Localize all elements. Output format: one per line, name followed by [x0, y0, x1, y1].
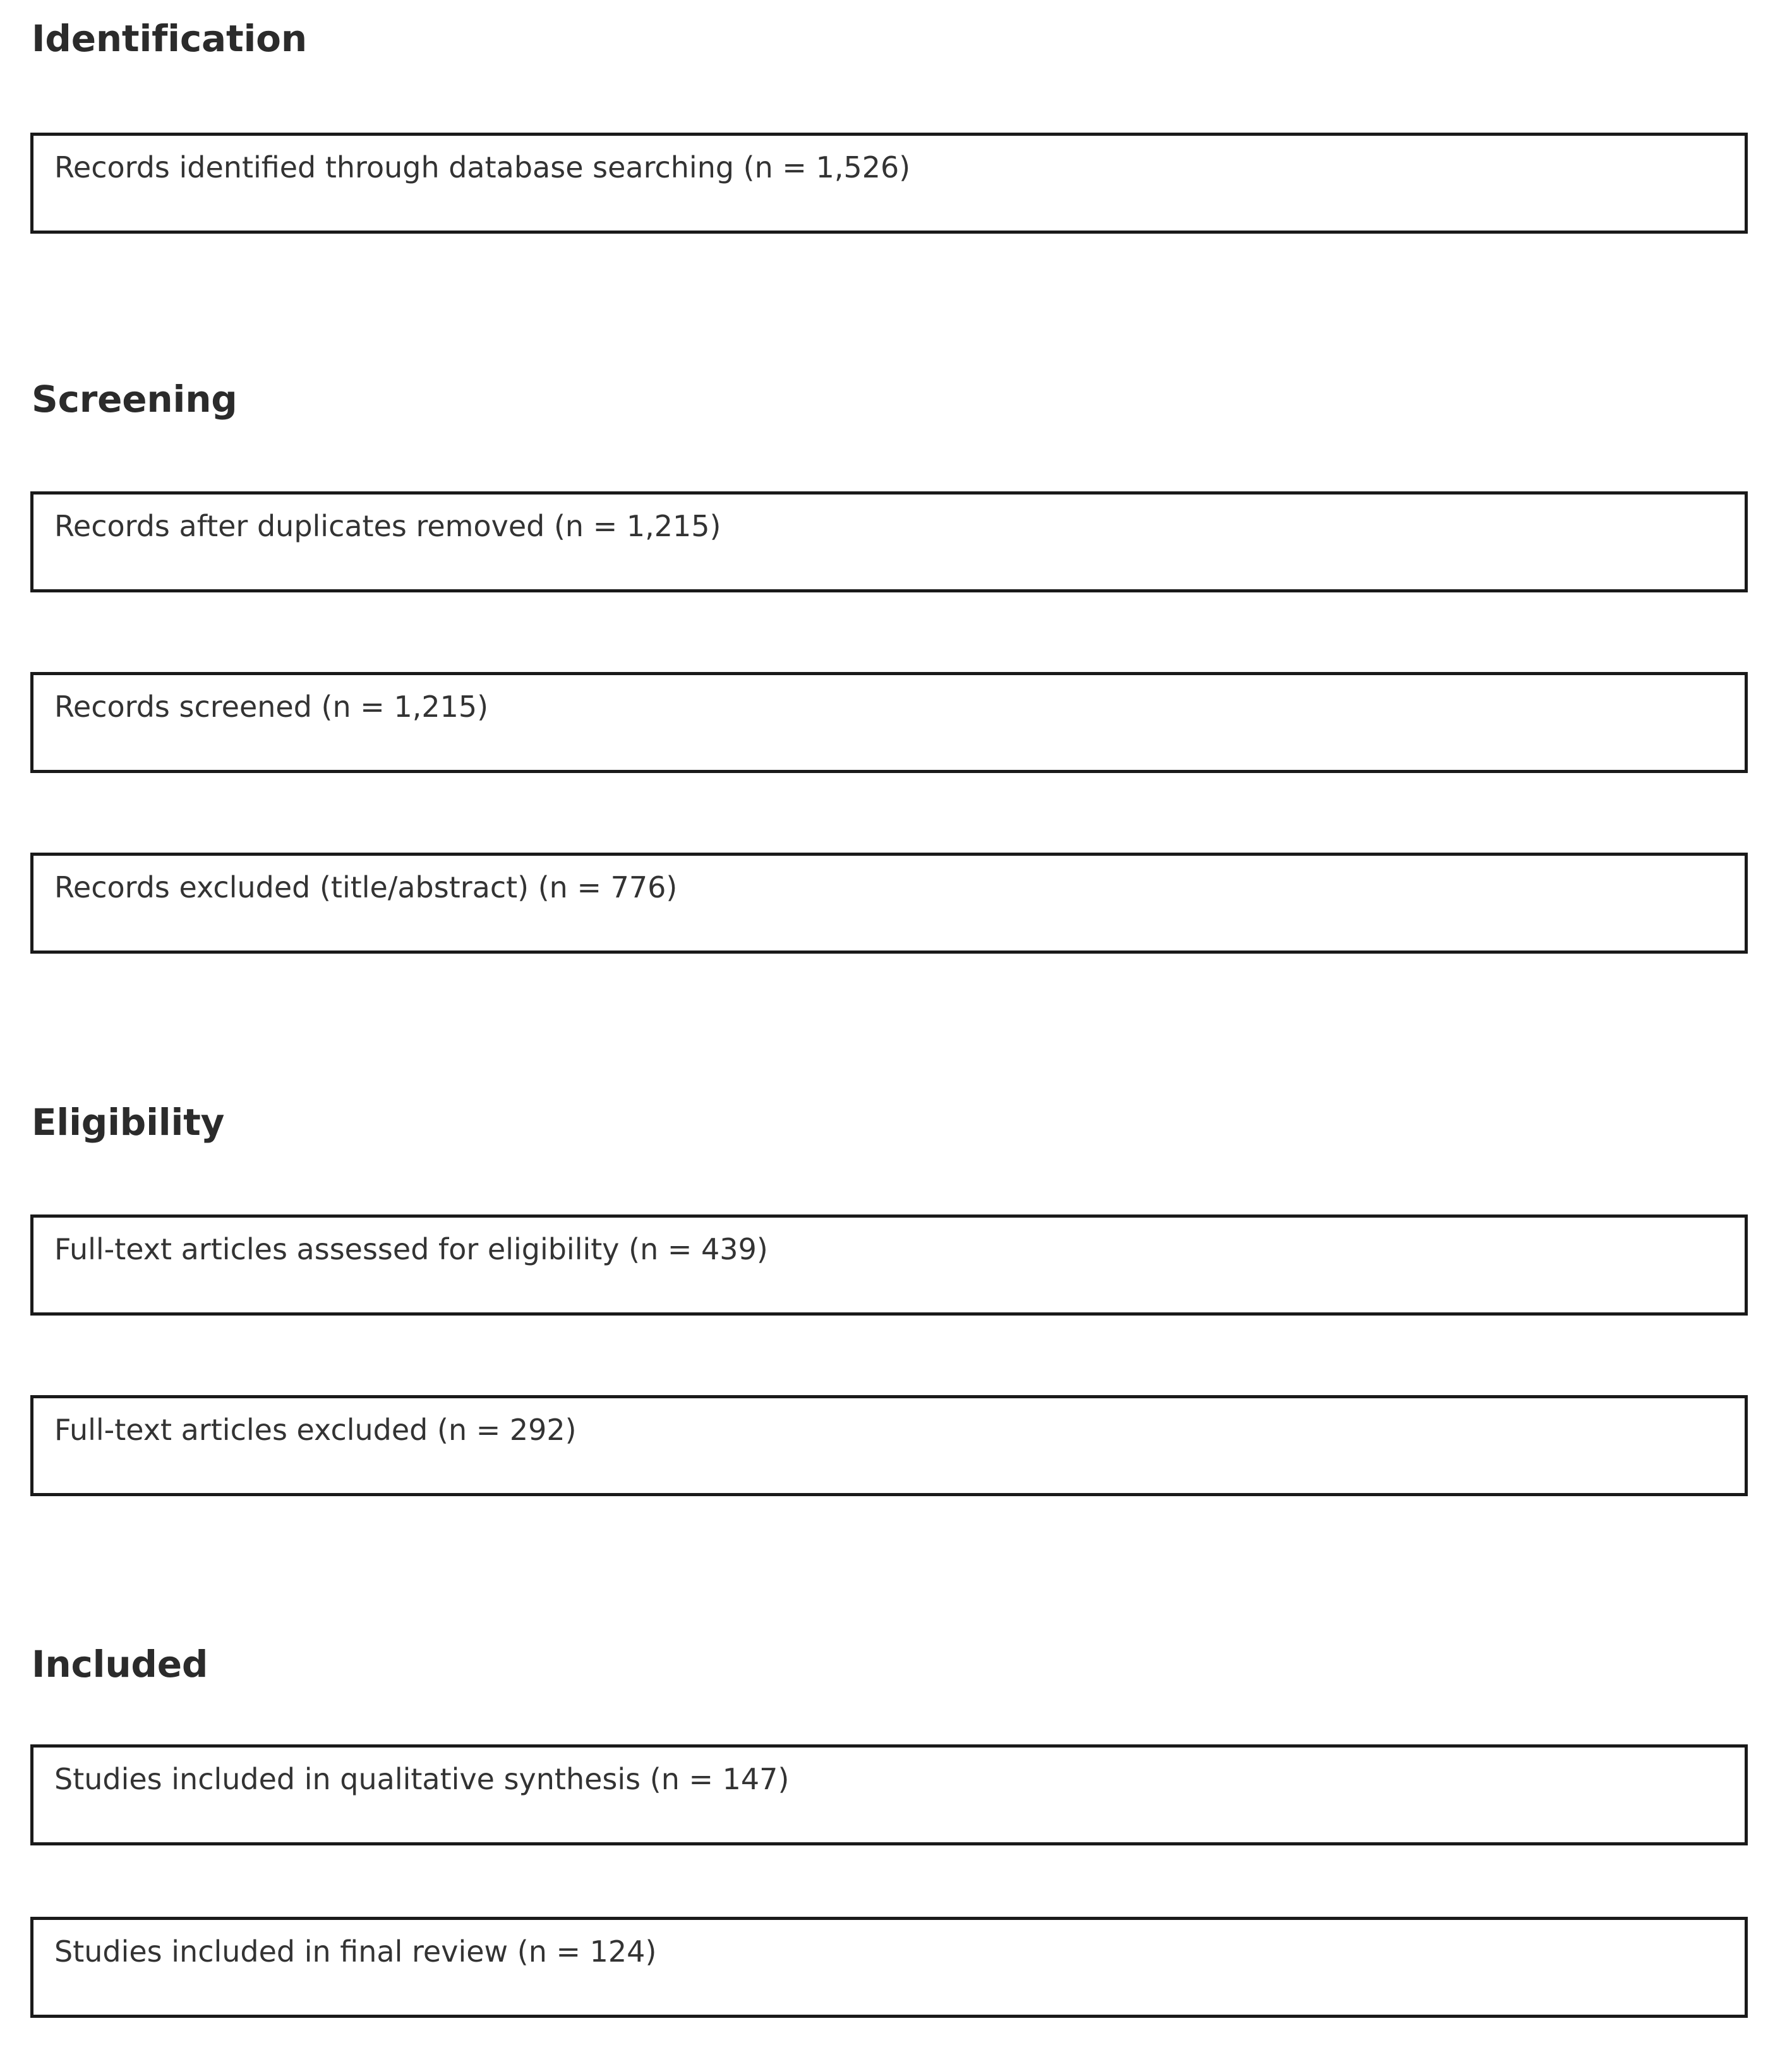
stage-heading-screening: Screening: [32, 378, 238, 421]
node-label-records-after-duplicates-removed: Records after duplicates removed (n = 1,215): [54, 509, 721, 543]
node-box-records-excluded: [30, 853, 1748, 954]
node-box-studies-final-review: [30, 1917, 1748, 2018]
node-label-records-excluded: Records excluded (title/abstract) (n = 776): [54, 870, 678, 904]
stage-heading-included: Included: [32, 1643, 208, 1686]
node-box-records-after-duplicates-removed: [30, 491, 1748, 592]
node-box-records-screened: [30, 672, 1748, 773]
node-box-studies-qualitative-synthesis: [30, 1744, 1748, 1845]
node-label-studies-final-review: Studies included in final review (n = 124): [54, 1934, 657, 1969]
node-label-full-text-excluded: Full-text articles excluded (n = 292): [54, 1413, 577, 1447]
node-box-full-text-assessed: [30, 1214, 1748, 1316]
node-label-full-text-assessed: Full-text articles assessed for eligibility (n = 439): [54, 1232, 768, 1266]
node-box-records-identified: [30, 133, 1748, 234]
node-label-records-screened: Records screened (n = 1,215): [54, 690, 489, 724]
node-label-studies-qualitative-synthesis: Studies included in qualitative synthesis (n = 147): [54, 1762, 790, 1796]
stage-heading-eligibility: Eligibility: [32, 1101, 225, 1144]
node-label-records-identified: Records identified through database searching (n = 1,526): [54, 150, 911, 184]
node-box-full-text-excluded: [30, 1395, 1748, 1496]
stage-heading-identification: Identification: [32, 17, 307, 60]
